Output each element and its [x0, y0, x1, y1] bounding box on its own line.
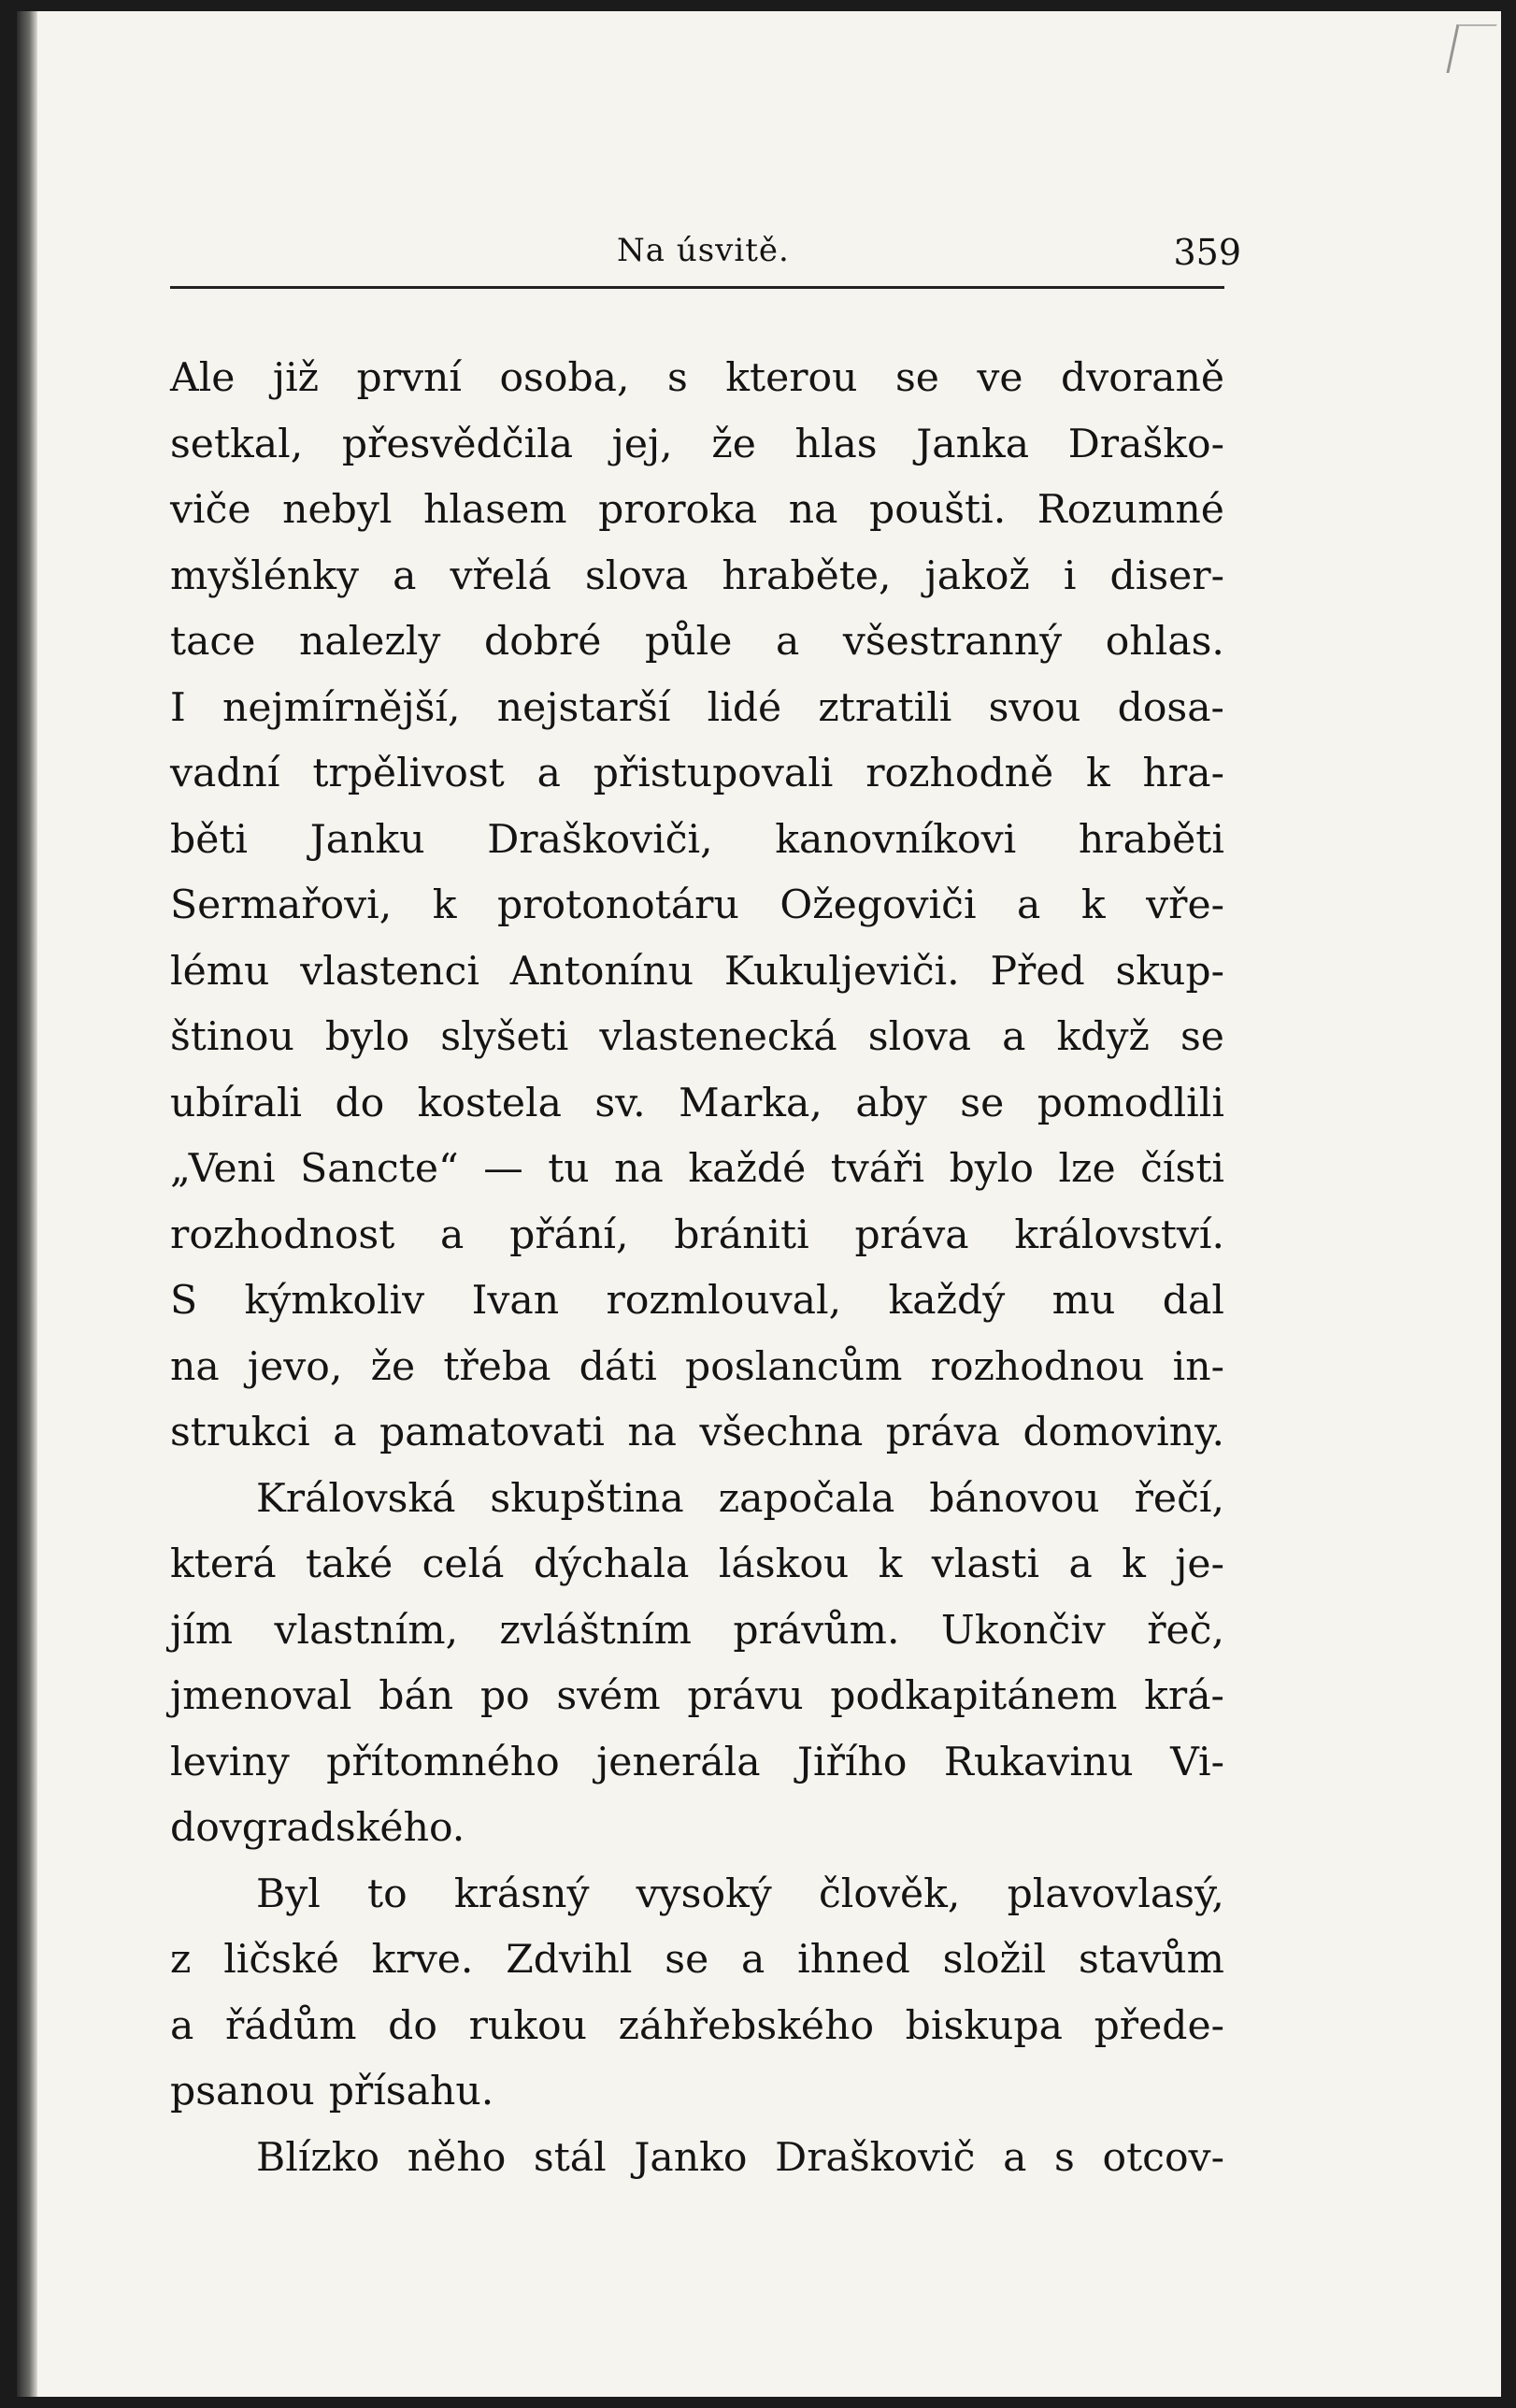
word: psanou [170, 2069, 315, 2114]
word: práva [885, 1410, 1001, 1455]
word: zvláštním [499, 1607, 692, 1654]
word: jím [170, 1607, 234, 1654]
word: vře- [1146, 882, 1224, 928]
word: a [1002, 1014, 1026, 1060]
word: přísahu. [328, 2069, 494, 2114]
word: svém [556, 1673, 661, 1719]
page-number: 359 [1173, 232, 1241, 273]
word: Jiřího [796, 1739, 908, 1785]
word: krásný [453, 1870, 590, 1917]
word: z [170, 1937, 192, 1983]
word: osoba, [499, 355, 630, 401]
word: rozhodnost [170, 1211, 395, 1258]
word: bánovou [929, 1475, 1100, 1522]
word: že [370, 1343, 416, 1390]
word: hraběti [1078, 816, 1224, 863]
word: Janka [916, 421, 1030, 467]
word: kanovníkovi [775, 816, 1017, 863]
word: domoviny. [1023, 1410, 1224, 1455]
word: láskou [718, 1541, 850, 1587]
word: a [393, 552, 417, 599]
word: slova [867, 1014, 972, 1060]
word: první [356, 355, 463, 401]
word: dosa- [1117, 684, 1224, 731]
word: bán [379, 1673, 454, 1719]
word: také [305, 1541, 393, 1587]
word: přede- [1094, 2002, 1224, 2049]
header-rule [170, 286, 1224, 289]
word: řeč, [1147, 1607, 1224, 1654]
page-binding-edge [17, 11, 37, 2397]
running-title: Na úsvitě. [617, 232, 790, 269]
word: na [788, 487, 838, 533]
word: podkapitánem [830, 1673, 1118, 1719]
body-text [170, 346, 1224, 2191]
word: krve. [371, 1937, 474, 1983]
word: protonotáru [497, 882, 739, 928]
word: všestranný [842, 619, 1063, 665]
word: přistupovali [593, 751, 834, 796]
word: slyšeti [440, 1014, 569, 1060]
word: pomodlili [1037, 1080, 1224, 1126]
word: Sermařovi, [170, 882, 393, 928]
word: jevo, [247, 1343, 343, 1390]
word: skup- [1115, 948, 1224, 995]
word: Antonínu [509, 948, 694, 995]
word: Ukončiv [940, 1607, 1106, 1654]
text-line [170, 1335, 1224, 1401]
word: složil [942, 1937, 1047, 1983]
word: Vi- [1170, 1739, 1224, 1785]
word: Ožegoviči [779, 882, 977, 928]
page-corner-mark [1446, 24, 1496, 73]
word: hra- [1142, 751, 1224, 796]
word: ličské [223, 1937, 339, 1983]
word: k [878, 1541, 903, 1587]
text-line [170, 741, 1224, 808]
word: jakož [924, 552, 1030, 599]
word: nejmírnější, [222, 684, 461, 731]
text-line [170, 1862, 1224, 1928]
word: nebyl [282, 487, 393, 533]
word: tace [170, 619, 256, 665]
word: k [432, 882, 457, 928]
word: se [960, 1080, 1005, 1126]
text-line [170, 1532, 1224, 1598]
word: všechna [699, 1410, 864, 1455]
text-line [170, 1730, 1224, 1797]
word: k [1080, 882, 1106, 928]
word: mu [1051, 1278, 1116, 1324]
word: strukci [170, 1410, 310, 1455]
word: poušti. [869, 487, 1007, 533]
word: Zdvihl [506, 1937, 633, 1983]
word: S [170, 1278, 198, 1324]
word: jmenoval [170, 1673, 352, 1719]
word: I [170, 684, 186, 731]
word: myšlénky [170, 552, 359, 599]
word: na [614, 1146, 664, 1192]
word: viče [170, 487, 251, 533]
word: Janku [309, 816, 425, 863]
word: ohlas. [1105, 619, 1224, 665]
word: jej, [611, 421, 673, 467]
word: stál [533, 2134, 607, 2181]
word: běti [170, 816, 249, 863]
word: a [1003, 2134, 1027, 2181]
text-line [170, 1203, 1224, 1269]
word: bylo [324, 1014, 410, 1060]
word: řádům [224, 2002, 357, 2049]
word: a [536, 751, 561, 796]
word: Sancte“ [300, 1146, 459, 1192]
word: každé [688, 1146, 807, 1192]
text-line [170, 478, 1224, 544]
text-line [170, 1994, 1224, 2060]
text-line [170, 1268, 1224, 1335]
text-line [170, 2059, 1224, 2126]
word: rozmlouval, [606, 1278, 842, 1324]
word: Blízko [256, 2134, 380, 2181]
word: je- [1175, 1541, 1224, 1587]
word: započala [718, 1475, 895, 1522]
text-line [170, 609, 1224, 676]
word: kterou [725, 355, 858, 401]
word: to [367, 1870, 408, 1917]
word: Draškovič [775, 2134, 976, 2181]
text-line [170, 1005, 1224, 1071]
word: Byl [256, 1870, 321, 1917]
text-line [170, 412, 1224, 479]
word: štinou [170, 1014, 294, 1060]
word: Před [990, 948, 1085, 995]
page-header [187, 232, 1241, 288]
text-line [170, 873, 1224, 939]
text-line [170, 1400, 1224, 1467]
word: právu [687, 1673, 804, 1719]
word: vlastním, [274, 1607, 459, 1654]
text-line [170, 1928, 1224, 1994]
text-line [170, 1598, 1224, 1665]
word: třeba [443, 1343, 551, 1390]
word: stavům [1079, 1937, 1224, 1983]
word: biskupa [905, 2002, 1063, 2049]
word: trpělivost [312, 751, 505, 796]
word: která [170, 1541, 277, 1587]
word: lze [1058, 1146, 1116, 1192]
word: vlastenecká [599, 1014, 837, 1060]
word: pamatovati [379, 1410, 605, 1455]
word: a [440, 1211, 465, 1258]
word: Královská [256, 1475, 456, 1522]
word: práva [854, 1211, 969, 1258]
word: hlasem [423, 487, 567, 533]
word: dáti [579, 1343, 657, 1390]
word: aby [855, 1080, 927, 1126]
word: záhřebského [618, 2002, 875, 2049]
word: sv. [594, 1080, 646, 1126]
text-line [170, 1071, 1224, 1138]
text-line [170, 1664, 1224, 1730]
word: slova [584, 552, 689, 599]
word: bylo [949, 1146, 1034, 1192]
text-line [170, 544, 1224, 610]
word: Draškoviči, [487, 816, 713, 863]
word: kostela [417, 1080, 562, 1126]
word: Draško- [1067, 421, 1224, 467]
word: k [1085, 751, 1110, 796]
word: Kukuljeviči. [723, 948, 960, 995]
word: hlas [794, 421, 878, 467]
word: vadní [170, 751, 280, 796]
word: Ivan [471, 1278, 560, 1324]
word: se [665, 1937, 709, 1983]
word: čísti [1140, 1146, 1224, 1192]
word: do [335, 1080, 385, 1126]
word: tváři [830, 1146, 925, 1192]
word: i [1063, 552, 1077, 599]
word: poslancům [685, 1343, 903, 1390]
word: do [388, 2002, 437, 2049]
word: otcov- [1102, 2134, 1224, 2181]
word: právům. [733, 1607, 900, 1654]
word: ve [977, 355, 1023, 401]
word: ubírali [170, 1080, 303, 1126]
word: Rukavinu [943, 1739, 1134, 1785]
word: přítomného [326, 1739, 560, 1785]
word: a [1068, 1541, 1093, 1587]
word: království. [1014, 1211, 1224, 1258]
word: když [1056, 1014, 1150, 1060]
word: člověk, [819, 1870, 961, 1917]
word: se [894, 355, 939, 401]
text-line [170, 2126, 1224, 2192]
word: rozhodně [865, 751, 1054, 796]
word: že [711, 421, 756, 467]
word: svou [988, 684, 1081, 731]
word: diser- [1109, 552, 1224, 599]
word: s [666, 355, 688, 401]
word: řečí, [1134, 1475, 1224, 1522]
text-line [170, 346, 1224, 412]
word: vysoký [636, 1870, 772, 1917]
word: leviny [170, 1739, 290, 1785]
word: tu [548, 1146, 590, 1192]
word: lidé [707, 684, 782, 731]
word: Janko [634, 2134, 748, 2181]
word: a [1017, 882, 1041, 928]
word: dobré [483, 619, 602, 665]
word: na [627, 1410, 678, 1455]
word: půle [645, 619, 733, 665]
word: a [775, 619, 800, 665]
word: s [1054, 2134, 1075, 2181]
word: „Veni [170, 1146, 276, 1192]
word: — [483, 1146, 523, 1192]
word: vlasti [931, 1541, 1040, 1587]
word: přesvědčila [341, 421, 574, 467]
word: dvoraně [1061, 355, 1224, 401]
word: hraběte, [722, 552, 892, 599]
word: vřelá [450, 552, 551, 599]
word: kýmkoliv [244, 1278, 425, 1324]
text-line [170, 808, 1224, 874]
word: in- [1172, 1343, 1224, 1390]
word: již [272, 355, 320, 401]
text-line [170, 1467, 1224, 1533]
word: Rozumné [1037, 487, 1224, 533]
word: ztratili [818, 684, 952, 731]
word: skupština [490, 1475, 684, 1522]
word: brániti [674, 1211, 809, 1258]
word: něho [407, 2134, 507, 2181]
word: a [170, 2002, 194, 2049]
word: nalezly [298, 619, 441, 665]
word: setkal, [170, 421, 304, 467]
word: Marka, [679, 1080, 822, 1126]
word: Ale [170, 355, 236, 401]
word: nejstarší [496, 684, 671, 731]
word: na [170, 1343, 220, 1390]
text-line [170, 1137, 1224, 1203]
word: rozhodnou [930, 1343, 1145, 1390]
word: krá- [1144, 1673, 1224, 1719]
word: dal [1162, 1278, 1224, 1324]
word: jenerála [596, 1739, 761, 1785]
word: se [1180, 1014, 1224, 1060]
text-line [170, 939, 1224, 1006]
word: a [333, 1410, 357, 1455]
word: po [479, 1673, 530, 1719]
word: plavovlasý, [1007, 1870, 1224, 1917]
word: proroka [598, 487, 758, 533]
word: vlastenci [300, 948, 479, 995]
word: k [1122, 1541, 1146, 1587]
word: přání, [509, 1211, 629, 1258]
word: každý [888, 1278, 1006, 1324]
word: ihned [797, 1937, 910, 1983]
word: celá [422, 1541, 505, 1587]
word: rukou [468, 2002, 587, 2049]
word: dýchala [533, 1541, 690, 1587]
text-line [170, 1796, 1224, 1862]
word: lému [170, 948, 270, 995]
text-line [170, 676, 1224, 742]
word: dovgradského. [170, 1805, 465, 1851]
word: a [741, 1937, 765, 1983]
